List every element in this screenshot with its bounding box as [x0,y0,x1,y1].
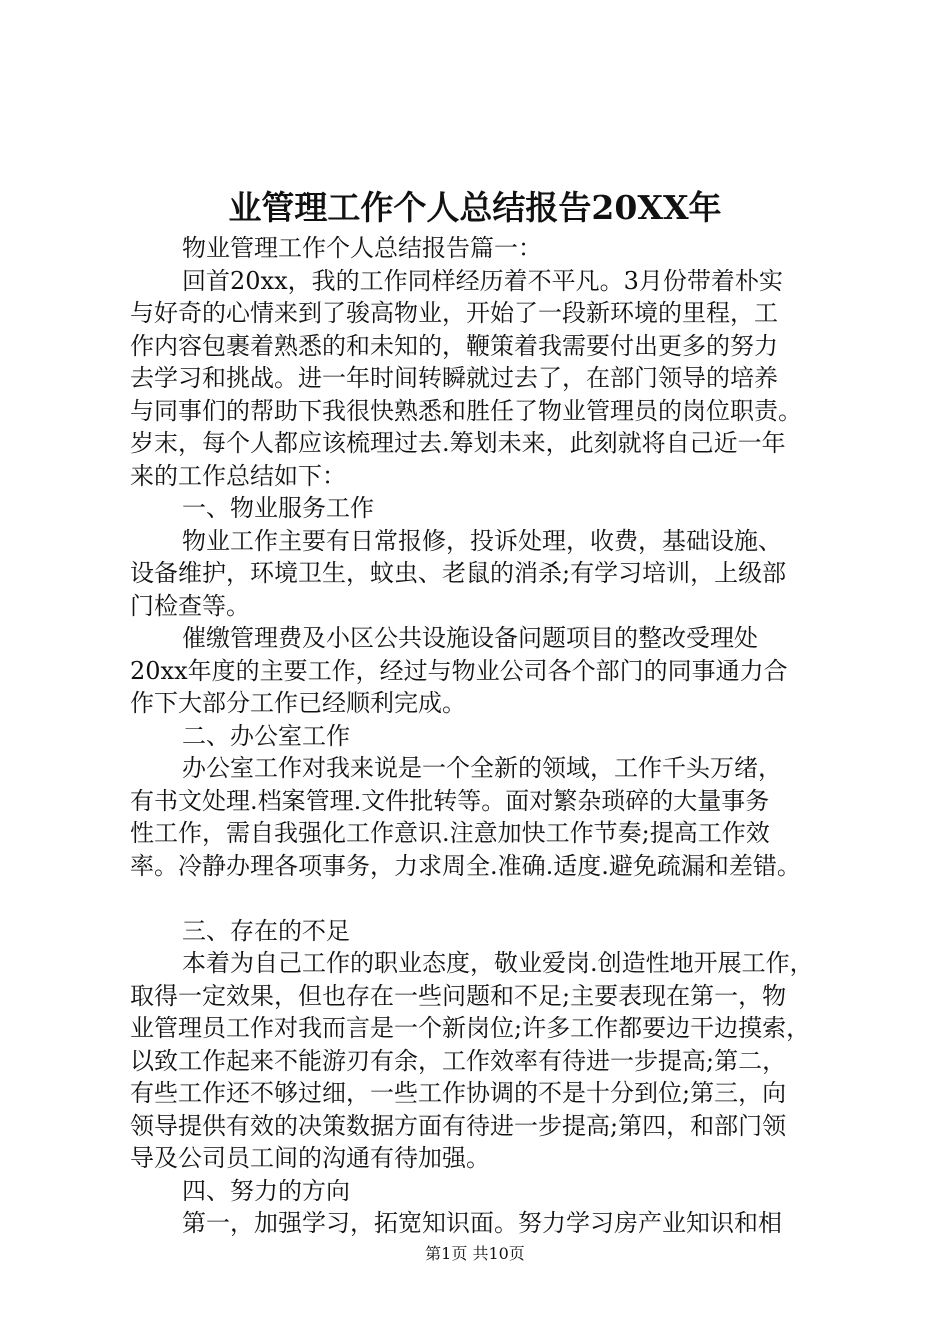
text-line: 回首20xx，我的工作同样经历着不平凡。3月份带着朴实 [182,266,783,295]
text-line: 一、物业服务工作 [182,494,374,522]
text-line: 岁末，每个人都应该梳理过去.筹划未来，此刻就将自己近一年 [130,429,786,457]
text-line: 与好奇的心情来到了骏高物业，开始了一段新环境的里程，工 [130,299,778,327]
document-title: 业管理工作个人总结报告20XX年 [228,188,722,227]
text-line: 物业管理工作个人总结报告篇一： [182,234,542,262]
text-line: 四、努力的方向 [182,1176,350,1205]
text-line: 与同事们的帮助下我很快熟悉和胜任了物业管理员的岗位职责。 [130,396,802,425]
page-footer: 第1页 共10页 [425,1244,525,1263]
text-line: 物业工作主要有日常报修，投诉处理，收费，基础设施、 [182,526,782,555]
text-line: 去学习和挑战。进一年时间转瞬就过去了，在部门领导的培养 [130,364,778,392]
text-line: 作内容包裹着熟悉的和未知的，鞭策着我需要付出更多的努力 [130,331,778,360]
text-line: 20xx年度的主要工作，经过与物业公司各个部门的同事通力合 [130,656,788,685]
text-line: 来的工作总结如下： [130,461,346,490]
document-body [130,232,835,1240]
text-line: 催缴管理费及小区公共设施设备问题项目的整改受理处 [182,624,758,652]
text-line: 办公室工作对我来说是一个全新的领域，工作千头万绪， [182,754,782,782]
text-line: 作下大部分工作已经顺利完成。 [130,689,466,717]
text-line: 本着为自己工作的职业态度，敬业爱岗.创造性地开展工作， [182,949,814,977]
text-line: 设备维护，环境卫生，蚊虫、老鼠的消杀;有学习培训，上级部 [130,559,787,587]
text-line: 二、办公室工作 [182,721,350,750]
text-line: 业管理员工作对我而言是一个新岗位;许多工作都要边干边摸索， [130,1014,811,1042]
text-line: 有些工作还不够过细，一些工作协调的不是十分到位;第三，向 [130,1079,787,1107]
text-line: 门检查等。 [130,591,250,620]
text-line: 第一，加强学习，拓宽知识面。努力学习房产业知识和相 [182,1209,782,1237]
text-line: 率。冷静办理各项事务，力求周全.准确.适度.避免疏漏和差错。 [130,851,801,880]
text-line: 导及公司员工间的沟通有待加强。 [130,1144,490,1172]
text-line: 性工作，需自我强化工作意识.注意加快工作节奏;提高工作效 [130,819,770,847]
text-line: 三、存在的不足 [182,916,350,945]
text-line: 有书文处理.档案管理.文件批转等。面对繁杂琐碎的大量事务 [130,786,770,815]
text-line: 取得一定效果，但也存在一些问题和不足;主要表现在第一，物 [130,981,787,1010]
text-line: 领导提供有效的决策数据方面有待进一步提高;第四，和部门领 [130,1111,787,1140]
text-line: 以致工作起来不能游刃有余，工作效率有待进一步提高;第二， [130,1046,787,1075]
text-line [130,882,835,915]
